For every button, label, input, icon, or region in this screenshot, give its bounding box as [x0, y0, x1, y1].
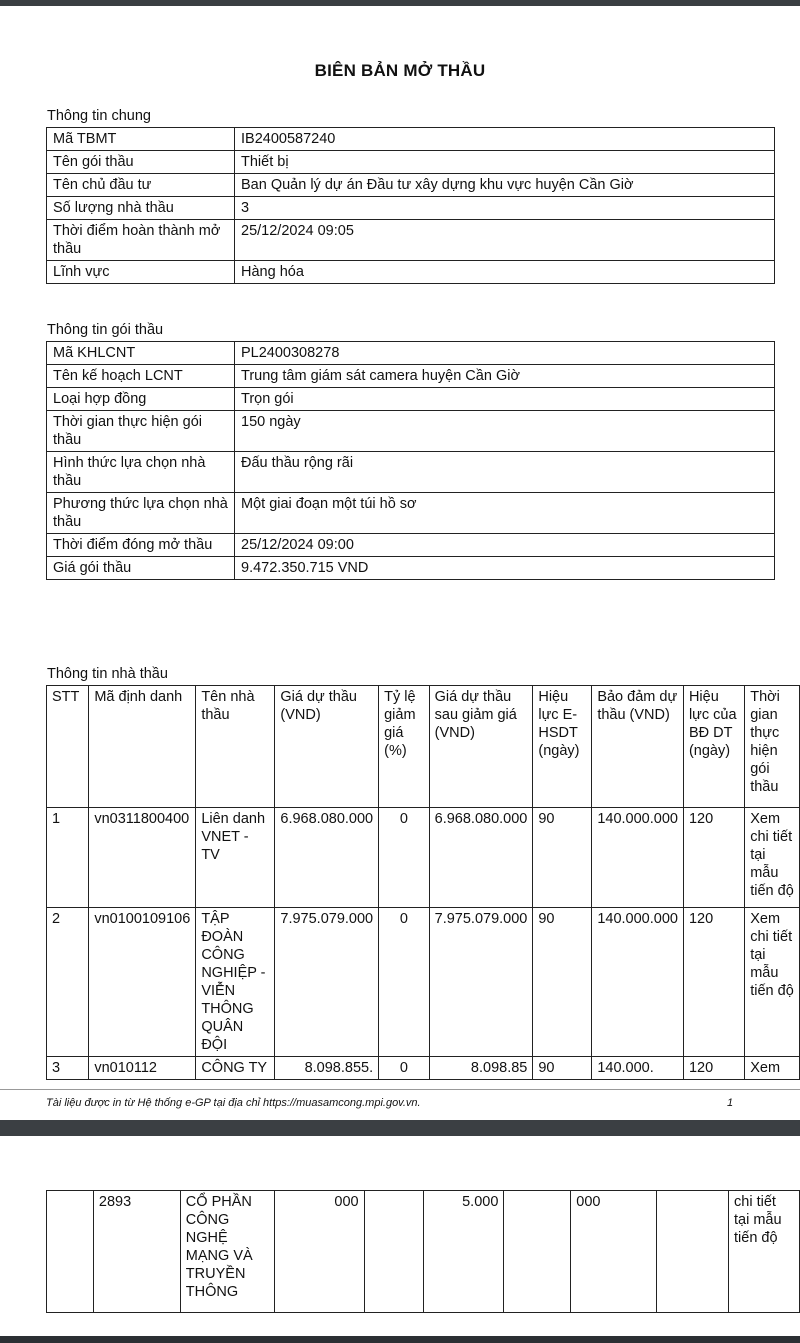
field-value: 25/12/2024 09:00: [235, 534, 775, 557]
name-cell: Liên danh VNET - TV: [196, 808, 275, 908]
name-cell: TẬP ĐOÀN CÔNG NGHIỆP - VIỄN THÔNG QUÂN ĐỘI: [196, 908, 275, 1057]
guarantee-cell: 000: [571, 1191, 657, 1313]
time-cell: chi tiết tại mẫu tiến độ: [729, 1191, 800, 1313]
column-header: Giá dự thầu (VND): [275, 686, 379, 808]
id-cell: vn0100109106: [89, 908, 196, 1057]
column-header: STT: [47, 686, 89, 808]
time-cell: Xem: [745, 1057, 800, 1080]
field-value: Ban Quản lý dự án Đầu tư xây dựng khu vực huyện Cần Giờ: [235, 174, 775, 197]
field-value: Hàng hóa: [235, 261, 775, 284]
package-info-table: [46, 341, 775, 580]
bidder-table-continued: [46, 1190, 800, 1313]
gvalidity-cell: [657, 1191, 729, 1313]
table-row: [47, 128, 775, 151]
gvalidity-cell: 120: [683, 1057, 744, 1080]
table-row: [47, 365, 775, 388]
column-header: Thời gian thực hiện gói thầu: [745, 686, 800, 808]
general-info-table: [46, 127, 775, 284]
field-label: Số lượng nhà thầu: [47, 197, 235, 220]
field-label: Hình thức lựa chọn nhà thầu: [47, 452, 235, 493]
id-cell: vn0311800400: [89, 808, 196, 908]
field-label: Thời gian thực hiện gói thầu: [47, 411, 235, 452]
price-cell: 000: [274, 1191, 364, 1313]
table-row: [47, 388, 775, 411]
after-cell: 6.968.080.000: [429, 808, 533, 908]
field-value: 9.472.350.715 VND: [235, 557, 775, 580]
column-header: Hiệu lực của BĐ DT (ngày): [683, 686, 744, 808]
table-row: [47, 411, 775, 452]
column-header: Tên nhà thầu: [196, 686, 275, 808]
stt-cell: 3: [47, 1057, 89, 1080]
discount-cell: [364, 1191, 424, 1313]
package-info-heading: Thông tin gói thầu: [47, 322, 164, 338]
price-cell: 7.975.079.000: [275, 908, 379, 1057]
field-value: Đấu thầu rộng rãi: [235, 452, 775, 493]
column-header: Bảo đảm dự thầu (VND): [592, 686, 684, 808]
footer-divider: [0, 1089, 800, 1090]
table-row: [47, 1057, 800, 1080]
document-page-1: [0, 6, 800, 1120]
table-row: [47, 557, 775, 580]
gvalidity-cell: 120: [683, 908, 744, 1057]
field-label: Thời điểm đóng mở thầu: [47, 534, 235, 557]
name-cell: CÔNG TY: [196, 1057, 275, 1080]
field-value: 3: [235, 197, 775, 220]
discount-cell: 0: [379, 908, 430, 1057]
id-cell: vn010112: [89, 1057, 196, 1080]
table-row: [47, 452, 775, 493]
after-cell: 7.975.079.000: [429, 908, 533, 1057]
gvalidity-cell: 120: [683, 808, 744, 908]
bidder-table: [46, 685, 800, 1080]
guarantee-cell: 140.000.000: [592, 808, 684, 908]
field-value: Một giai đoạn một túi hồ sơ: [235, 493, 775, 534]
discount-cell: 0: [379, 808, 430, 908]
field-value: PL2400308278: [235, 342, 775, 365]
stt-cell: 1: [47, 808, 89, 908]
guarantee-cell: 140.000.000: [592, 908, 684, 1057]
stt-cell: 2: [47, 908, 89, 1057]
field-value: IB2400587240: [235, 128, 775, 151]
table-row: [47, 261, 775, 284]
time-cell: Xem chi tiết tại mẫu tiến độ: [745, 908, 800, 1057]
field-label: Lĩnh vực: [47, 261, 235, 284]
table-row: [47, 908, 800, 1057]
table-row: [47, 220, 775, 261]
name-cell: CỔ PHẦN CÔNG NGHỆ MẠNG VÀ TRUYỀN THÔNG: [180, 1191, 274, 1313]
table-row: [47, 534, 775, 557]
table-row: [47, 151, 775, 174]
field-label: Giá gói thầu: [47, 557, 235, 580]
viewer-bottom-bar: [0, 1336, 800, 1343]
field-value: Thiết bị: [235, 151, 775, 174]
table-row: [47, 174, 775, 197]
column-header: Hiệu lực E-HSDT (ngày): [533, 686, 592, 808]
document-page-2: [0, 1136, 800, 1336]
field-label: Thời điểm hoàn thành mở thầu: [47, 220, 235, 261]
table-row: [47, 197, 775, 220]
field-value: 25/12/2024 09:05: [235, 220, 775, 261]
table-row: [47, 342, 775, 365]
field-value: Trọn gói: [235, 388, 775, 411]
column-header: Mã định danh: [89, 686, 196, 808]
table-row: [47, 1191, 800, 1313]
price-cell: 6.968.080.000: [275, 808, 379, 908]
field-label: Mã KHLCNT: [47, 342, 235, 365]
validity-cell: 90: [533, 808, 592, 908]
bidder-info-heading: Thông tin nhà thầu: [47, 666, 168, 682]
validity-cell: 90: [533, 1057, 592, 1080]
time-cell: Xem chi tiết tại mẫu tiến độ: [745, 808, 800, 908]
field-value: 150 ngày: [235, 411, 775, 452]
stt-cell: [47, 1191, 94, 1313]
field-label: Phương thức lựa chọn nhà thầu: [47, 493, 235, 534]
field-label: Tên chủ đầu tư: [47, 174, 235, 197]
discount-cell: 0: [379, 1057, 430, 1080]
page-gap: [0, 1120, 800, 1136]
field-label: Mã TBMT: [47, 128, 235, 151]
table-row: [47, 493, 775, 534]
document-title: BIÊN BẢN MỞ THẦU: [314, 61, 486, 80]
after-cell: 8.098.85: [429, 1057, 533, 1080]
field-label: Loại hợp đồng: [47, 388, 235, 411]
price-cell: 8.098.855.: [275, 1057, 379, 1080]
field-label: Tên kế hoạch LCNT: [47, 365, 235, 388]
column-header: Giá dự thầu sau giảm giá (VND): [429, 686, 533, 808]
validity-cell: [504, 1191, 571, 1313]
field-label: Tên gói thầu: [47, 151, 235, 174]
after-cell: 5.000: [424, 1191, 504, 1313]
footer-note: Tài liệu được in từ Hệ thống e-GP tại địa chỉ https://muasamcong.mpi.gov.vn.: [46, 1097, 421, 1109]
page-number: 1: [727, 1097, 734, 1109]
column-header: Tỷ lệ giảm giá (%): [379, 686, 430, 808]
field-value: Trung tâm giám sát camera huyện Cần Giờ: [235, 365, 775, 388]
guarantee-cell: 140.000.: [592, 1057, 684, 1080]
id-cell: 2893: [93, 1191, 180, 1313]
general-info-heading: Thông tin chung: [47, 108, 151, 124]
validity-cell: 90: [533, 908, 592, 1057]
table-row: [47, 808, 800, 908]
